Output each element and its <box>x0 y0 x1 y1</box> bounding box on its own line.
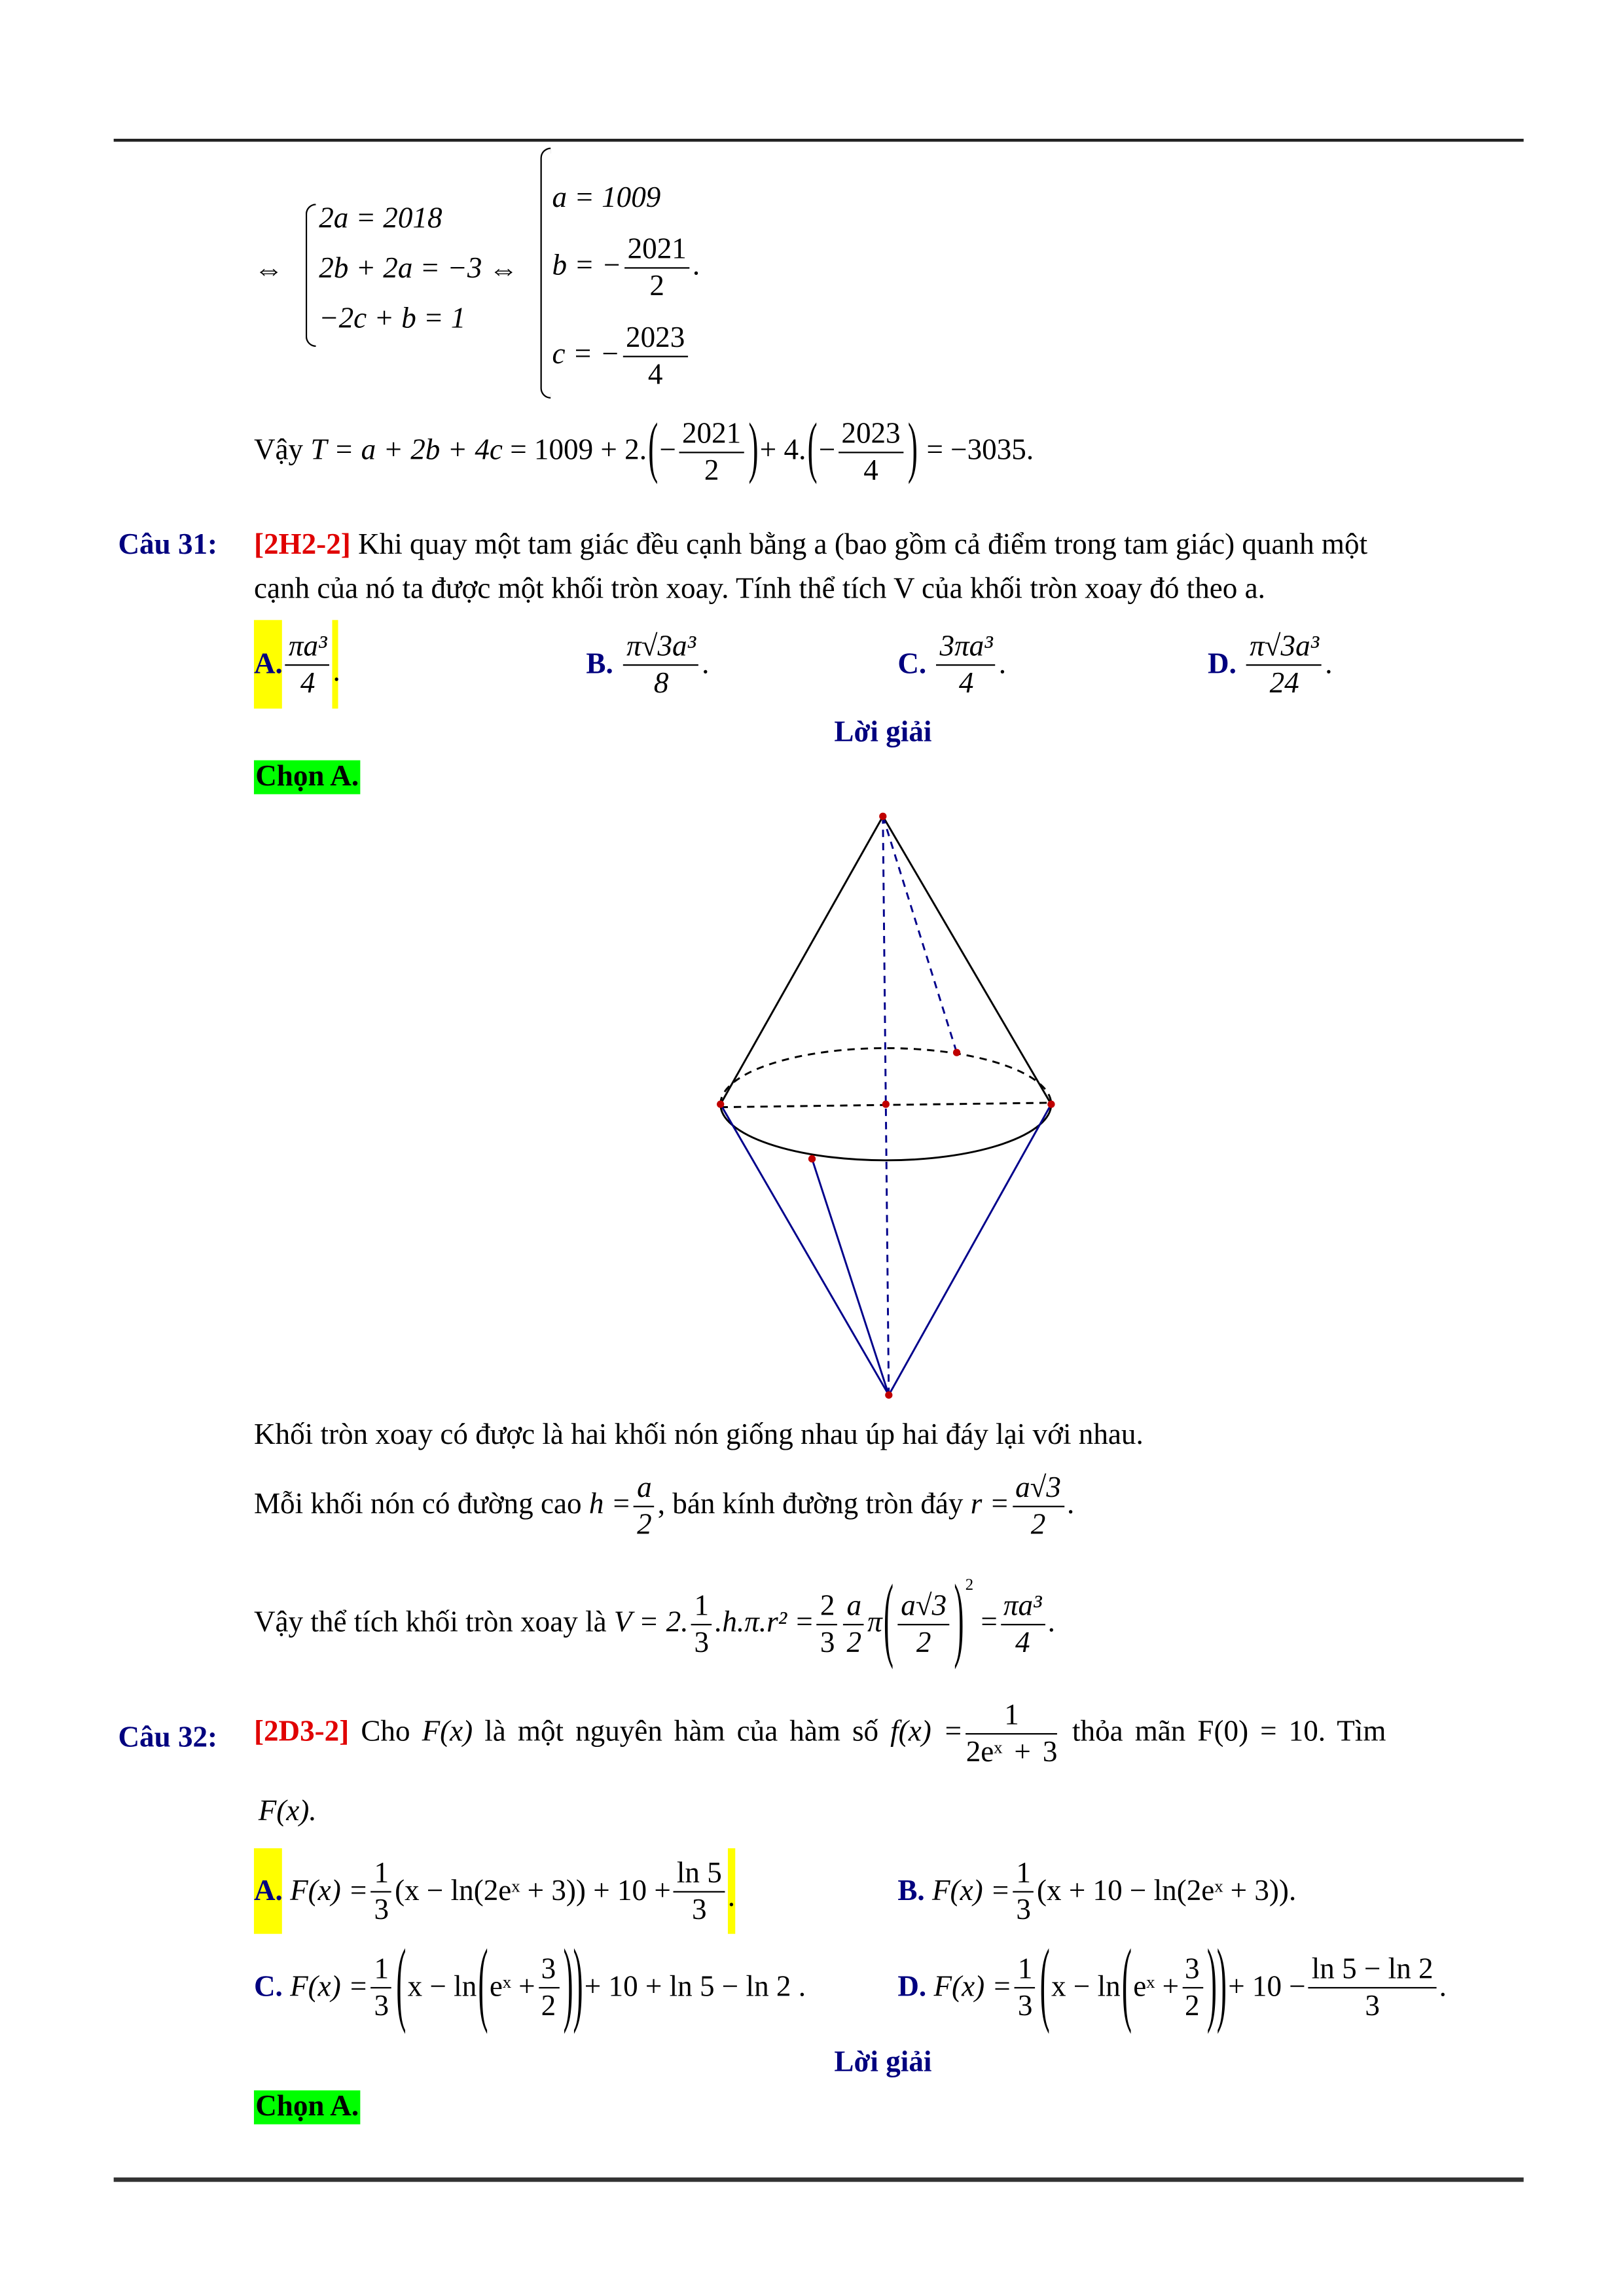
den: 2 <box>846 1626 862 1659</box>
k-fraction <box>1015 1951 1036 2024</box>
equiv-symbol: ⇔ <box>253 253 284 287</box>
f1-den: 2 <box>704 454 719 488</box>
c-num: 2023 <box>623 320 688 357</box>
body: x − ln <box>1051 1969 1121 2003</box>
exponent: 2 <box>965 1576 974 1594</box>
den: 4 <box>1015 1626 1030 1659</box>
lower-edge-left <box>721 1104 889 1395</box>
in-fraction <box>1182 1951 1203 2024</box>
f1-num: 2021 <box>679 416 744 453</box>
F0: F(0) = 10. Tìm <box>1197 1715 1386 1748</box>
equiv-symbol-2: ⇔ <box>488 253 518 287</box>
den: 3 <box>374 1989 389 2022</box>
q31-option-c[interactable]: C. $\frac{\text{3πa³}}{4}$ . <box>897 620 1006 708</box>
slant-dashed <box>883 816 957 1052</box>
pi: π <box>867 1605 882 1639</box>
option-letter: A. <box>254 1848 283 1934</box>
pre: F(x) = <box>931 1874 1011 1907</box>
num: 2 <box>817 1588 838 1625</box>
option-letter: C. <box>897 647 927 680</box>
q32-option-b[interactable] <box>897 1848 1296 1934</box>
fraction <box>691 1588 712 1661</box>
conclusion-line: Vậy T = a + 2b + 4c = 1009 + 2. ( − $\frac{2021}{2}$ ) + 4. ( − $\frac{2023}{4}$ ) = −3035. <box>254 416 1034 489</box>
text: Cho <box>361 1715 410 1748</box>
b-lhs: b = − <box>552 249 622 283</box>
num: 3 <box>538 1951 559 1988</box>
num: 3πa³ <box>937 628 996 665</box>
q32-solution-title: Lời giải <box>834 2046 932 2079</box>
k-fraction <box>1013 1855 1034 1928</box>
q32-label: Câu 32: <box>118 1721 218 1754</box>
text: , bán kính đường tròn đáy <box>657 1488 964 1521</box>
f2-den: 4 <box>863 454 878 488</box>
num: a√3 <box>898 1588 950 1625</box>
den: 2 <box>637 1509 652 1541</box>
b-den: 2 <box>649 270 664 303</box>
cone-edge-left <box>721 816 883 1104</box>
den: 4 <box>958 666 974 699</box>
num: πa³ <box>1000 1588 1045 1625</box>
t-fraction <box>674 1855 725 1928</box>
q31-tag: [2H2-2] <box>253 528 351 562</box>
den: 24 <box>1269 666 1299 699</box>
tail: + 10 + ln 5 − ln 2 . <box>584 1969 806 2003</box>
conclusion-mid: + 4. <box>759 434 806 467</box>
in-fraction <box>538 1951 559 2024</box>
h-lhs: h = <box>588 1488 632 1521</box>
den: 2 <box>1185 1989 1200 2022</box>
q32-option-d[interactable]: D. F(x) = $\frac{1}{3}$ ( x − ln ( eˣ + $\frac{3}{2}$ )) + 10 − $\frac{\ln 5 - \ln 2}{3}$ . <box>897 1932 1447 2037</box>
q31-text-1: Khi quay một tam giác đều cạnh bằng a (bao gồm cả điểm trong tam giác) quanh một <box>358 528 1368 562</box>
den: 3 <box>692 1893 707 1926</box>
den: 2 <box>1030 1509 1046 1541</box>
num: a√3 <box>1013 1470 1064 1507</box>
q32-line-1 <box>254 1698 1386 1770</box>
c-den: 4 <box>647 359 663 391</box>
den: 3 <box>1016 1893 1031 1926</box>
r-lhs: r = <box>970 1488 1010 1521</box>
b-num: 2021 <box>624 232 689 268</box>
h-fraction <box>634 1470 655 1543</box>
den: 3 <box>1365 1989 1380 2022</box>
t-fraction <box>1308 1951 1436 2024</box>
c-lhs: c = − <box>552 338 621 371</box>
q31-option-d[interactable]: D. $\frac{\text{π√3a³}}{24}$ . <box>1208 620 1332 708</box>
q31-option-b[interactable]: B. $\frac{\text{π√3a³}}{8}$ . <box>586 620 709 708</box>
num: 1 <box>691 1588 712 1625</box>
option-letter: A. <box>254 620 283 708</box>
q31-explain-1: Khối tròn xoay có được là hai khối nón giống nhau úp hai đáy lại với nhau. <box>253 1418 1144 1452</box>
conclusion-prefix: Vậy <box>253 434 304 467</box>
bottom-rule <box>114 2178 1524 2182</box>
text: .h.π.r² = <box>715 1605 814 1639</box>
num: 1 <box>371 1855 392 1892</box>
num: πa³ <box>285 628 330 665</box>
text: là một nguyên hàm của hàm số <box>484 1715 879 1748</box>
fraction <box>1000 1588 1045 1661</box>
body: x − ln <box>407 1969 477 2003</box>
num: π√3a³ <box>624 628 699 665</box>
den: 2eˣ + 3 <box>965 1736 1058 1769</box>
num: ln 5 − ln 2 <box>1308 1951 1436 1988</box>
lower-edge-right <box>889 1104 1051 1395</box>
num: 1 <box>1015 1951 1036 1988</box>
den: 8 <box>653 666 669 699</box>
pre: F(x) = <box>290 1874 369 1907</box>
v-lhs: V = 2. <box>613 1605 689 1639</box>
fraction <box>844 1588 865 1661</box>
lower-slant <box>812 1159 889 1395</box>
q32-option-c[interactable]: C. F(x) = $\frac{1}{3}$ ( x − ln ( eˣ + $\frac{3}{2}$ )) + 10 + ln 5 − ln 2 . <box>253 1932 806 2037</box>
fraction <box>898 1588 950 1661</box>
conclusion-result: = −3035. <box>926 434 1034 467</box>
body: eˣ + <box>1133 1969 1180 2003</box>
system-eq-2: 2b + 2a = −3 <box>319 252 482 285</box>
r-fraction <box>1013 1470 1064 1543</box>
q31-explain-3: Vậy thể tích khối tròn xoay là V = 2. $\frac{1}{3}$ .h.π.r² = $\frac{2}{3}$ $\frac{a}{2}$ π ( $\frac{a√3}{2}$ ) $^2$ = $\frac{\text{πa³}}{4}$ . <box>253 1568 1055 1673</box>
fraction <box>817 1588 838 1661</box>
minus-2: − <box>818 434 836 467</box>
f-fraction <box>966 1698 1058 1770</box>
conclusion-expr: T = a + 2b + 4c <box>310 434 503 467</box>
den: 3 <box>820 1626 835 1659</box>
den: 3 <box>694 1626 710 1659</box>
text: thỏa mãn <box>1072 1715 1186 1748</box>
den: 3 <box>374 1893 389 1926</box>
q32-text-2: F(x). <box>258 1795 317 1828</box>
eq: = <box>981 1605 998 1639</box>
num: a <box>844 1588 865 1625</box>
option-letter: B. <box>897 1874 925 1907</box>
den: 2 <box>541 1989 556 2022</box>
option-letter: D. <box>1207 647 1236 680</box>
text: Mỗi khối nón có đường cao <box>253 1488 582 1521</box>
text: Vậy thể tích khối tròn xoay là <box>253 1605 607 1639</box>
den: 3 <box>1017 1989 1033 2022</box>
system-eq-1: 2a = 2018 <box>319 202 442 235</box>
q31-label: Câu 31: <box>118 528 218 562</box>
q31-text-2: cạnh của nó ta được một khối tròn xoay. Tính thể tích V của khối tròn xoay đó theo a. <box>253 573 1265 605</box>
num: 3 <box>1182 1951 1203 1988</box>
q32-option-a[interactable] <box>254 1848 735 1934</box>
q31-explain-2: Mỗi khối nón có đường cao h = $\frac{a}{2}$ , bán kính đường tròn đáy r = $\frac{a√3}{2}$ . <box>254 1470 1074 1543</box>
cone-edge-right <box>883 816 1051 1104</box>
b-end: . <box>692 249 700 283</box>
option-letter: C. <box>253 1969 283 2003</box>
num: a <box>634 1470 655 1507</box>
pre: F(x) = <box>933 1969 1012 2003</box>
num: 1 <box>1013 1855 1034 1892</box>
num: 1 <box>966 1698 1058 1734</box>
fx: f(x) = <box>890 1715 964 1748</box>
end: . <box>728 1848 735 1934</box>
k-fraction <box>371 1855 392 1928</box>
body: (x − ln(2eˣ + 3)) + 10 + <box>395 1874 671 1907</box>
num: π√3a³ <box>1247 628 1322 665</box>
conclusion-expr2: = 1009 + 2. <box>510 434 647 467</box>
f2-num: 2023 <box>839 416 903 453</box>
q32-answer: Chọn A. <box>254 2090 360 2125</box>
q31-answer: Chọn A. <box>254 761 360 795</box>
num: ln 5 <box>674 1855 725 1892</box>
option-letter: D. <box>897 1969 927 2003</box>
den: 4 <box>300 666 316 699</box>
tail: + 10 − <box>1228 1969 1306 2003</box>
q31-option-a[interactable]: A. $\frac{\text{πa³}}{4}$ . <box>254 620 339 708</box>
k-fraction <box>371 1951 392 2024</box>
num: 1 <box>371 1951 392 1988</box>
option-letter: B. <box>586 647 613 680</box>
end: . <box>1439 1969 1447 2003</box>
den: 2 <box>916 1626 931 1659</box>
Fx: F(x) <box>422 1715 473 1748</box>
q31-solution-title: Lời giải <box>834 715 932 749</box>
system-eq-3: −2c + b = 1 <box>319 302 466 335</box>
body: (x + 10 − ln(2eˣ + 3)). <box>1036 1874 1297 1907</box>
body: eˣ + <box>489 1969 535 2003</box>
minus: − <box>659 434 676 467</box>
solution-a: a = 1009 <box>552 181 661 215</box>
q32-tag: [2D3-2] <box>253 1715 350 1748</box>
pre: F(x) = <box>290 1969 369 2003</box>
